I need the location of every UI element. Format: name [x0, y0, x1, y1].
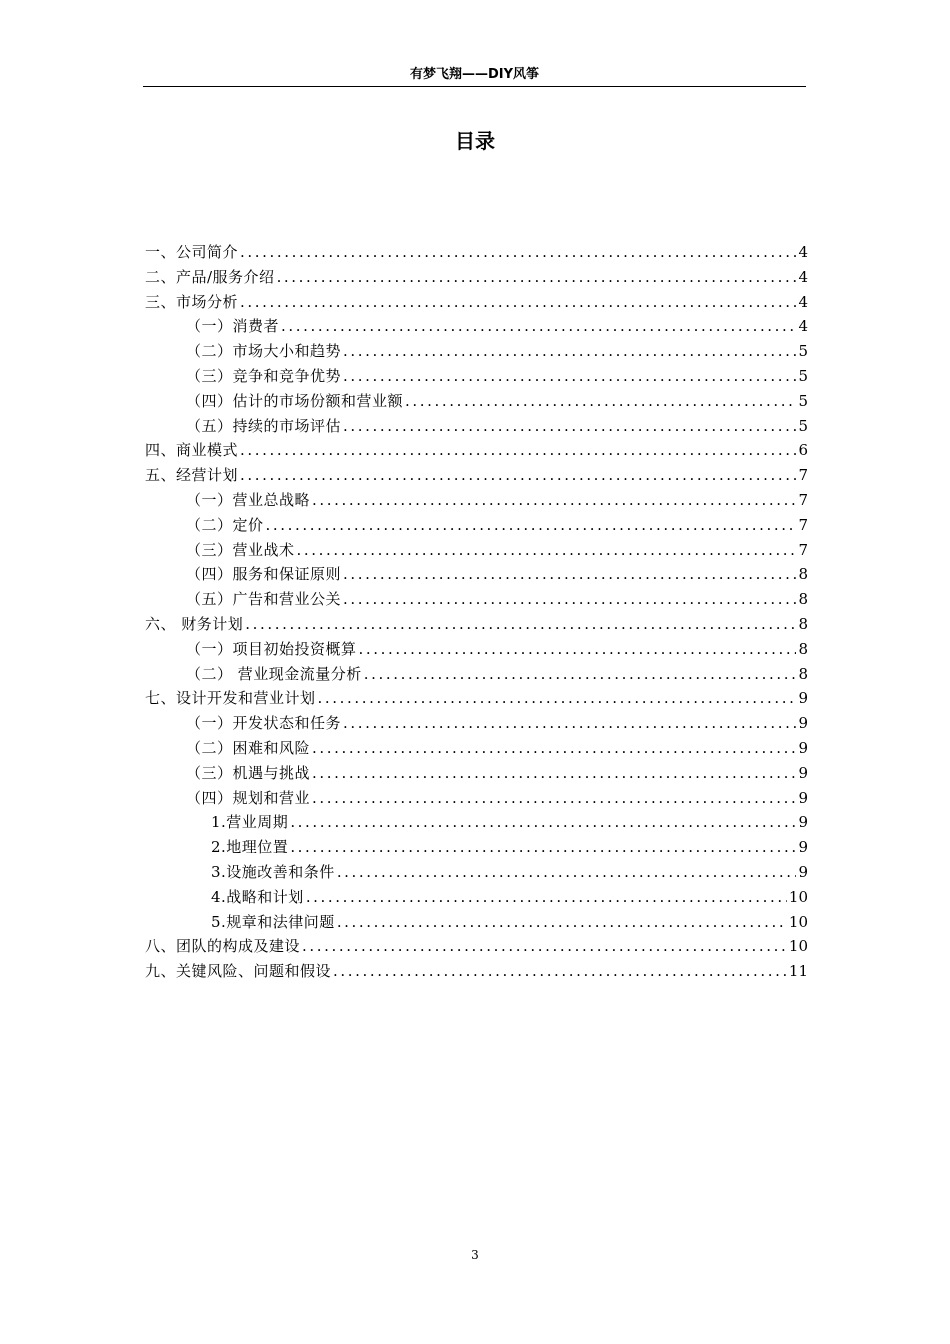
table-of-contents: [145, 240, 808, 984]
toc-entry[interactable]: [145, 860, 808, 885]
toc-entry-label: （三）竞争和竞争优势: [186, 366, 342, 385]
toc-entry-page: 8: [798, 664, 808, 683]
toc-entry-page: 8: [798, 639, 808, 658]
toc-entry-label: （四）服务和保证原则: [186, 565, 342, 584]
toc-entry[interactable]: [145, 711, 808, 736]
toc-entry[interactable]: [145, 810, 808, 835]
toc-leader-dots: [281, 314, 796, 339]
toc-entry-page: 9: [798, 813, 808, 832]
toc-leader-dots: [306, 885, 787, 910]
toc-entry-page: 5: [798, 342, 808, 361]
toc-leader-dots: [343, 414, 796, 439]
toc-entry-label: 二、产品/服务介绍: [145, 267, 275, 286]
toc-entry-page: 8: [798, 614, 808, 633]
toc-leader-dots: [277, 265, 797, 290]
toc-entry[interactable]: [145, 240, 808, 265]
toc-entry[interactable]: [145, 562, 808, 587]
toc-leader-dots: [290, 835, 796, 860]
toc-leader-dots: [343, 587, 796, 612]
toc-entry[interactable]: [145, 835, 808, 860]
toc-leader-dots: [405, 389, 796, 414]
toc-entry[interactable]: [145, 414, 808, 439]
page-number: 3: [471, 1248, 479, 1262]
toc-leader-dots: [343, 364, 796, 389]
toc-entry-label: （一）营业总战略: [186, 490, 311, 509]
toc-entry-page: 4: [798, 267, 808, 286]
toc-entry-page: 4: [798, 243, 808, 261]
toc-entry-page: 9: [798, 689, 808, 708]
toc-entry-page: 11: [788, 962, 808, 981]
toc-entry-label: 三、市场分析: [145, 292, 239, 311]
toc-entry[interactable]: [145, 389, 808, 414]
toc-entry-label: （四）估计的市场份额和营业额: [186, 391, 404, 410]
toc-leader-dots: [337, 910, 787, 935]
toc-entry[interactable]: [145, 438, 808, 463]
toc-entry-label: （一）开发状态和任务: [186, 714, 342, 733]
toc-entry-page: 4: [798, 317, 808, 336]
toc-entry[interactable]: [145, 463, 808, 488]
toc-entry[interactable]: [145, 314, 808, 339]
toc-entry-label: 七、设计开发和营业计划: [145, 689, 316, 708]
toc-leader-dots: [312, 488, 796, 513]
toc-entry-page: 9: [798, 788, 808, 807]
toc-entry[interactable]: [145, 513, 808, 538]
toc-entry[interactable]: [145, 587, 808, 612]
toc-entry-label: （五）持续的市场评估: [186, 416, 342, 435]
toc-leader-dots: [240, 240, 796, 265]
toc-entry-page: 9: [798, 714, 808, 733]
toc-entry-page: 5: [798, 391, 808, 410]
toc-entry[interactable]: [145, 910, 808, 935]
toc-entry[interactable]: [145, 364, 808, 389]
toc-entry-page: 7: [798, 490, 808, 509]
toc-entry-page: 8: [798, 590, 808, 609]
toc-entry-label: （三）营业战术: [186, 540, 295, 559]
toc-entry-label: （二） 营业现金流量分析: [186, 664, 362, 683]
toc-title: 目录: [455, 129, 495, 153]
toc-leader-dots: [240, 463, 796, 488]
toc-entry-label: （一）项目初始投资概算: [186, 639, 357, 658]
toc-entry-label: 四、商业模式: [145, 441, 239, 460]
toc-entry-label: 1.营业周期: [211, 813, 289, 832]
toc-entry-page: 6: [798, 441, 808, 460]
toc-entry-label: （二）困难和风险: [186, 738, 311, 757]
toc-entry[interactable]: [145, 265, 808, 290]
toc-entry[interactable]: [145, 612, 808, 637]
toc-entry[interactable]: [145, 736, 808, 761]
toc-leader-dots: [359, 637, 797, 662]
toc-entry-label: （三）机遇与挑战: [186, 763, 311, 782]
toc-entry-page: 7: [798, 540, 808, 559]
toc-leader-dots: [266, 513, 797, 538]
toc-entry-label: 2.地理位置: [211, 838, 289, 857]
toc-entry-page: 9: [798, 838, 808, 857]
toc-entry-page: 7: [798, 466, 808, 485]
page-header: 有梦飞翔——DIY风筝: [143, 66, 806, 87]
toc-entry[interactable]: [145, 339, 808, 364]
toc-leader-dots: [343, 711, 796, 736]
toc-entry[interactable]: [145, 662, 808, 687]
toc-leader-dots: [312, 786, 796, 811]
toc-leader-dots: [364, 662, 797, 687]
toc-entry[interactable]: [145, 488, 808, 513]
toc-entry[interactable]: [145, 290, 808, 315]
toc-entry[interactable]: [145, 786, 808, 811]
toc-leader-dots: [245, 612, 796, 637]
toc-entry[interactable]: [145, 934, 808, 959]
toc-entry-label: 九、关键风险、问题和假设: [145, 962, 332, 981]
toc-entry-page: 4: [798, 292, 808, 311]
toc-entry[interactable]: [145, 538, 808, 563]
toc-entry[interactable]: [145, 686, 808, 711]
toc-entry-label: 六、 财务计划: [145, 614, 244, 633]
toc-entry-page: 5: [798, 416, 808, 435]
toc-leader-dots: [240, 290, 796, 315]
toc-entry-label: （一）消费者: [186, 317, 280, 336]
toc-entry-page: 9: [798, 862, 808, 881]
toc-entry-page: 9: [798, 763, 808, 782]
toc-leader-dots: [297, 538, 797, 563]
toc-entry-page: 9: [798, 738, 808, 757]
toc-entry[interactable]: [145, 959, 808, 984]
toc-leader-dots: [302, 934, 787, 959]
toc-entry-label: 一、公司简介: [145, 243, 239, 261]
toc-entry[interactable]: [145, 885, 808, 910]
toc-entry-label: （五）广告和营业公关: [186, 590, 342, 609]
toc-leader-dots: [290, 810, 796, 835]
toc-leader-dots: [337, 860, 797, 885]
toc-entry-label: 五、经营计划: [145, 466, 239, 485]
toc-leader-dots: [333, 959, 787, 984]
toc-entry-page: 7: [798, 515, 808, 534]
toc-entry-page: 10: [788, 887, 808, 906]
toc-entry-label: 5.规章和法律问题: [211, 912, 335, 931]
toc-entry-label: （四）规划和营业: [186, 788, 311, 807]
toc-leader-dots: [312, 736, 796, 761]
toc-entry[interactable]: [145, 761, 808, 786]
toc-entry-label: （二）市场大小和趋势: [186, 342, 342, 361]
toc-leader-dots: [318, 686, 797, 711]
toc-entry-page: 8: [798, 565, 808, 584]
toc-entry-page: 10: [788, 912, 808, 931]
toc-leader-dots: [312, 761, 796, 786]
toc-leader-dots: [343, 339, 796, 364]
toc-entry-page: 5: [798, 366, 808, 385]
toc-entry-label: 4.战略和计划: [211, 887, 304, 906]
toc-entry-label: （二）定价: [186, 515, 264, 534]
toc-entry-label: 八、团队的构成及建设: [145, 937, 301, 956]
toc-entry-label: 3.设施改善和条件: [211, 862, 335, 881]
toc-leader-dots: [240, 438, 796, 463]
toc-leader-dots: [343, 562, 796, 587]
toc-entry-page: 10: [788, 937, 808, 956]
toc-entry[interactable]: [145, 637, 808, 662]
